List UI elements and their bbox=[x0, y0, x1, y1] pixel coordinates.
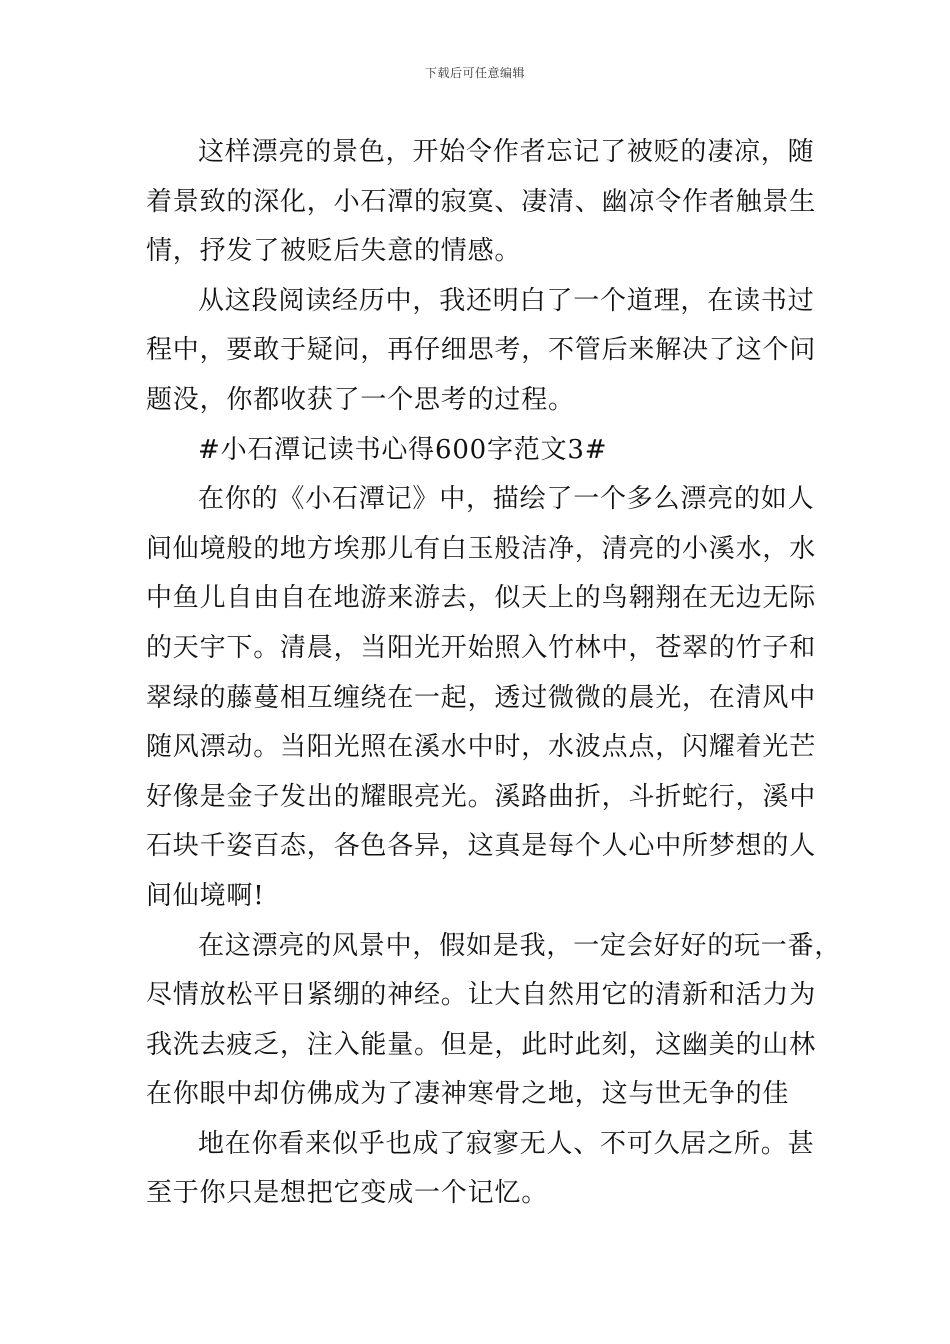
text-line: 着景致的深化，小石潭的寂寞、凄清、幽凉令作者触景生 bbox=[146, 186, 817, 217]
text-line: 间仙境啊! bbox=[146, 880, 265, 911]
text-line: 我洗去疲乏，注入能量。但是，此时此刻，这幽美的山林 bbox=[146, 1029, 817, 1060]
text-line: 好像是金子发出的耀眼亮光。溪路曲折，斗折蛇行，溪中 bbox=[146, 781, 817, 812]
page-header: 下载后可任意编辑 bbox=[424, 66, 525, 80]
text-line: 从这段阅读经历中，我还明白了一个道理，在读书过 bbox=[198, 285, 815, 316]
text-line: 题没，你都收获了一个思考的过程。 bbox=[146, 384, 575, 415]
text-line: 程中，要敢于疑问，再仔细思考，不管后来解决了这个问 bbox=[146, 335, 817, 366]
text-line: 这样漂亮的景色，开始令作者忘记了被贬的凄凉，随 bbox=[198, 137, 815, 167]
text-line: 至于你只是想把它变成一个记忆。 bbox=[146, 1178, 549, 1209]
text-line: 尽情放松平日紧绷的神经。让大自然用它的清新和活力为 bbox=[146, 980, 817, 1011]
text-line: 石块千姿百态，各色各异，这真是每个人心中所梦想的人 bbox=[146, 831, 817, 862]
text-line: 在你的《小石潭记》中，描绘了一个多么漂亮的如人 bbox=[198, 484, 815, 515]
text-line: 随风漂动。当阳光照在溪水中时，水波点点，闪耀着光芒 bbox=[146, 732, 817, 763]
text-line: 中鱼儿自由自在地游来游去，似天上的鸟翱翔在无边无际 bbox=[146, 583, 817, 614]
text-line: 在你眼中却仿佛成为了凄神寒骨之地，这与世无争的佳 bbox=[146, 1079, 790, 1110]
text-line: 翠绿的藤蔓相互缠绕在一起，透过微微的晨光，在清风中 bbox=[146, 682, 817, 713]
text-line: 间仙境般的地方埃那儿有白玉般洁净，清亮的小溪水，水 bbox=[146, 533, 817, 564]
text-line: 情，抒发了被贬后失意的情感。 bbox=[146, 236, 522, 267]
section-heading: #小石潭记读书心得600字范文3# bbox=[198, 434, 608, 465]
text-line: 地在你看来似乎也成了寂寥无人、不可久居之所。甚 bbox=[198, 1128, 815, 1159]
text-line: 在这漂亮的风景中，假如是我，一定会好好的玩一番， bbox=[198, 930, 842, 961]
document-body bbox=[146, 128, 842, 1219]
text-line: 的天宇下。清晨，当阳光开始照入竹林中，苍翠的竹子和 bbox=[146, 632, 817, 663]
